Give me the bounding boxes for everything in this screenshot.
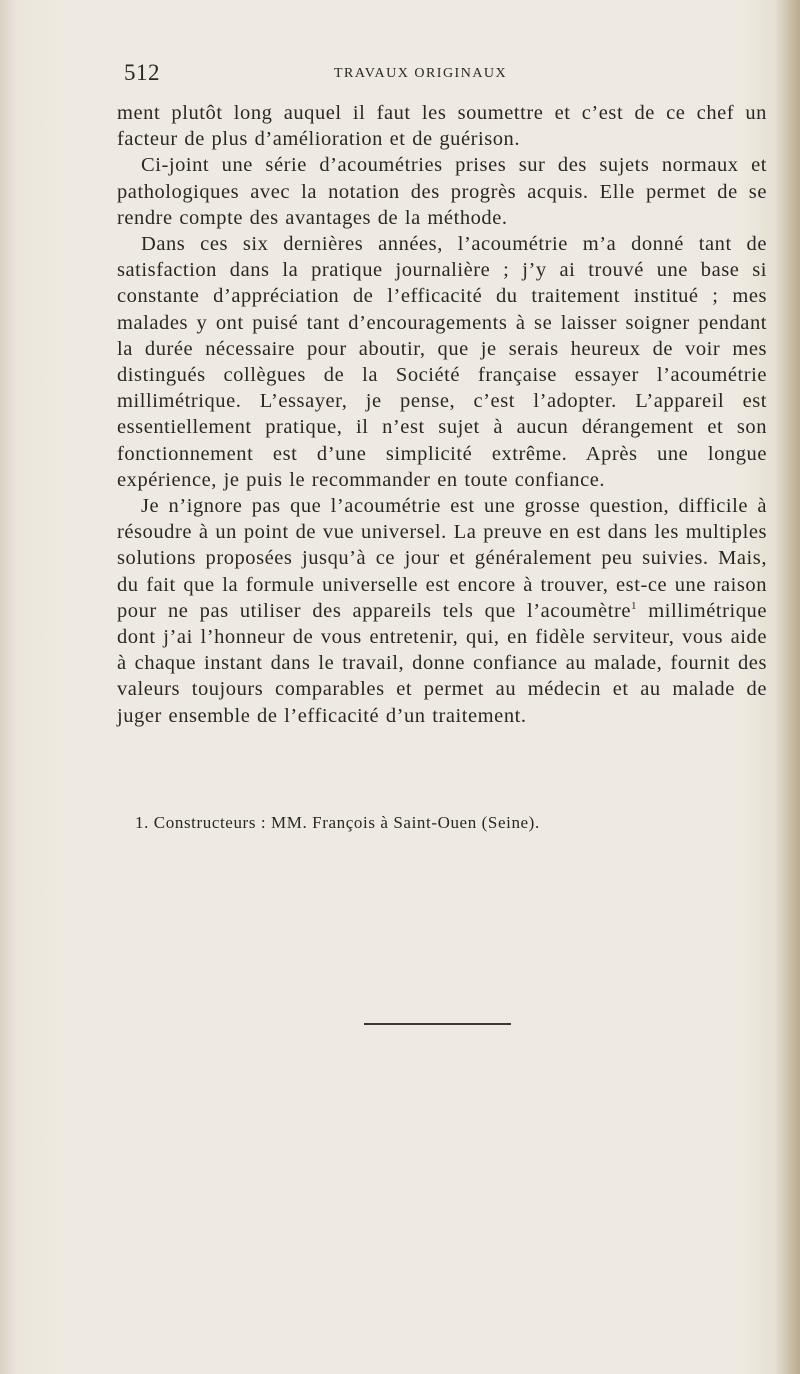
page-header <box>124 60 764 88</box>
end-rule <box>364 1023 511 1025</box>
paragraph-conclusion <box>117 493 767 729</box>
page-number: 512 <box>124 60 160 85</box>
running-head: TRAVAUX ORIGINAUX <box>334 66 508 81</box>
paragraph-conclusion-text-2: millimétrique dont j’ai l’honneur de vous entretenir, qui, en fidèle serviteur, vous aide à chaque instant dans le travail, donne confiance au malade, fournit des valeurs toujours comparables et permet au médecin et au malade de juger ensemble de l’efficacité d’un traitement. <box>117 599 767 727</box>
paragraph-experience: Dans ces six dernières années, l’acoumétrie m’a donné tant de satisfaction dans la pratique journalière ; j’y ai trouvé une base si constante d’appréciation de l’efficacité du traitement institué ; mes malades y ont puisé tant d’encouragements à se laisser soigner pendant la durée nécessaire pour aboutir, que je serais heureux de voir mes distingués collègues de la Société française essayer l’acoumétrie millimétrique. L’essayer, je pense, c’est l’adopter. L’appareil est essentiellement pratique, il n’est sujet à aucun dérangement et son fonctionnement est d’une simplicité extrême. Après une longue expérience, je puis le recommander en toute confiance. <box>117 233 767 491</box>
paragraph-conclusion-text-1: Je n’ignore pas que l’acoumétrie est une grosse question, difficile à résoudre à un point de vue universel. La preuve en est dans les multiples solutions proposées jusqu’à ce jour et généralement peu suivies. Mais, du fait que la formule universelle est encore à trouver, est-ce une raison pour ne pas utiliser des appareils tels que l’acoumètre <box>117 495 767 622</box>
footnote: 1. Constructeurs : MM. François à Saint-Ouen (Seine). <box>135 813 540 832</box>
footnote-marker: 1 <box>630 600 638 613</box>
body-text <box>117 100 767 729</box>
paragraph-continuation: ment plutôt long auquel il faut les soumettre et c’est de ce chef un facteur de plus d’amélioration et de guérison. <box>117 102 767 151</box>
paragraph-acoumetries: Ci-joint une série d’acoumétries prises sur des sujets normaux et pathologiques avec la notation des progrès acquis. Elle permet de se rendre compte des avantages de la méthode. <box>117 154 767 229</box>
